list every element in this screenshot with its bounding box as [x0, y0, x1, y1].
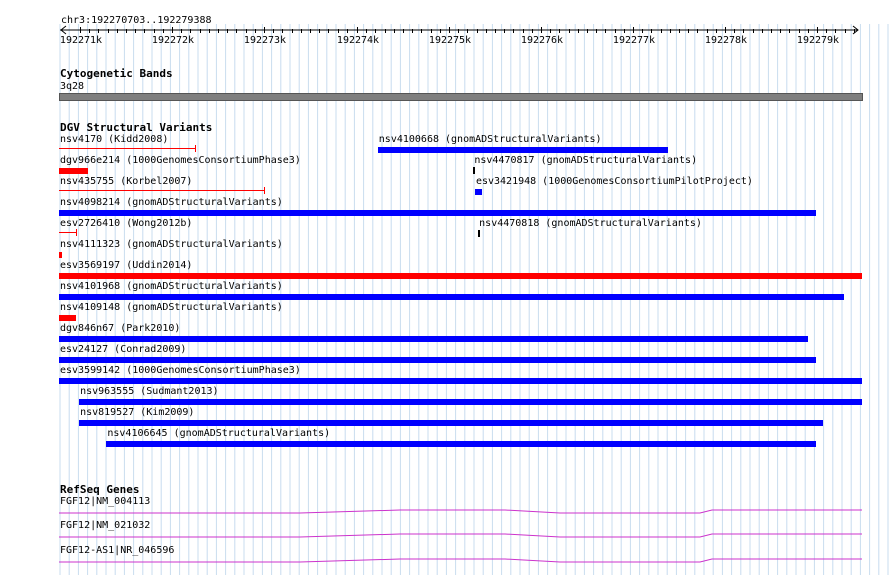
ruler-minor-tick	[523, 29, 524, 33]
gene-label: FGF12|NM_021032	[60, 520, 151, 531]
ruler-minor-tick	[385, 29, 386, 33]
ruler-minor-tick	[421, 29, 422, 33]
sv-feature-glyph[interactable]	[79, 399, 862, 405]
ruler-major-tick	[80, 27, 81, 33]
ruler-minor-tick	[154, 29, 155, 33]
sv-feature-glyph[interactable]	[59, 252, 62, 258]
ruler-minor-tick	[227, 29, 228, 33]
ruler-minor-tick	[835, 29, 836, 33]
ruler-minor-tick	[328, 29, 329, 33]
ruler-minor-tick	[753, 29, 754, 33]
sv-feature-glyph[interactable]	[59, 210, 816, 216]
sv-feature-glyph[interactable]	[59, 145, 196, 151]
ruler-tick-label: 192276k	[520, 35, 564, 46]
ruler-minor-tick	[190, 29, 191, 33]
ruler-minor-tick	[532, 29, 533, 33]
ruler-tick-label: 192271k	[59, 35, 103, 46]
ruler-minor-tick	[218, 29, 219, 33]
ruler-minor-tick	[255, 29, 256, 33]
ruler-minor-tick	[301, 29, 302, 33]
ruler-minor-tick	[319, 29, 320, 33]
ruler-minor-tick	[743, 29, 744, 33]
sv-feature-label: nsv4106645 (gnomADStructuralVariants)	[107, 428, 331, 439]
ruler-minor-tick	[716, 29, 717, 33]
ruler-minor-tick	[477, 29, 478, 33]
gene-intron-line[interactable]	[0, 532, 890, 540]
sv-feature-glyph[interactable]	[59, 273, 862, 279]
ruler-minor-tick	[200, 29, 201, 33]
ruler-minor-tick	[403, 29, 404, 33]
ruler-minor-tick	[117, 29, 118, 33]
ruler-minor-tick	[624, 29, 625, 33]
sv-feature-label: nsv4470818 (gnomADStructuralVariants)	[479, 218, 702, 229]
ruler-minor-tick	[854, 29, 855, 33]
cytoband-track-title: Cytogenetic Bands	[60, 67, 173, 80]
ruler-tick-label: 192273k	[243, 35, 287, 46]
sv-feature-label: esv2726410 (Wong2012b)	[60, 218, 193, 229]
sv-feature-label: nsv4100668 (gnomADStructuralVariants)	[378, 134, 602, 145]
sv-feature-label: esv3569197 (Uddin2014)	[60, 260, 193, 271]
refseq-track-title: RefSeq Genes	[60, 483, 140, 496]
sv-feature-glyph[interactable]	[59, 336, 808, 342]
ruler-minor-tick	[771, 29, 772, 33]
ruler-minor-tick	[431, 29, 432, 33]
sv-feature-glyph[interactable]	[59, 357, 816, 363]
sv-feature-label: nsv4170 (Kidd2008)	[60, 134, 169, 145]
ruler-tick-label: 192272k	[151, 35, 195, 46]
ruler-minor-tick	[550, 29, 551, 33]
ruler-minor-tick	[578, 29, 579, 33]
gene-intron-line[interactable]	[0, 508, 890, 516]
sv-feature-glyph[interactable]	[59, 229, 77, 235]
sv-feature-label: dgv966e214 (1000GenomesConsortiumPhase3)	[60, 155, 301, 166]
ruler-minor-tick	[246, 29, 247, 33]
sv-feature-label: nsv4470817 (gnomADStructuralVariants)	[474, 155, 698, 166]
ruler-minor-tick	[89, 29, 90, 33]
location-label: chr3:192270703..192279388	[61, 15, 212, 26]
ruler-minor-tick	[135, 29, 136, 33]
sv-feature-label: dgv846n67 (Park2010)	[60, 323, 181, 334]
ruler-minor-tick	[605, 29, 606, 33]
gene-intron-line[interactable]	[0, 557, 890, 565]
ruler-minor-tick	[282, 29, 283, 33]
ruler-minor-tick	[412, 29, 413, 33]
ruler-minor-tick	[144, 29, 145, 33]
sv-feature-glyph[interactable]	[59, 378, 862, 384]
ruler[interactable]	[0, 0, 890, 60]
ruler-minor-tick	[394, 29, 395, 33]
ruler-minor-tick	[375, 29, 376, 33]
sv-feature-glyph[interactable]	[79, 420, 823, 426]
ruler-minor-tick	[826, 29, 827, 33]
ruler-minor-tick	[273, 29, 274, 33]
ruler-minor-tick	[108, 29, 109, 33]
ruler-major-tick	[449, 27, 450, 33]
ruler-minor-tick	[734, 29, 735, 33]
ruler-major-tick	[817, 27, 818, 33]
sv-feature-label: nsv4098214 (gnomADStructuralVariants)	[60, 197, 283, 208]
sv-feature-label: esv3599142 (1000GenomesConsortiumPhase3)	[60, 365, 301, 376]
ruler-minor-tick	[780, 29, 781, 33]
sv-feature-label: nsv4101968 (gnomADStructuralVariants)	[60, 281, 283, 292]
ruler-minor-tick	[670, 29, 671, 33]
ruler-minor-tick	[587, 29, 588, 33]
ruler-major-tick	[264, 27, 265, 33]
ruler-minor-tick	[495, 29, 496, 33]
ruler-minor-tick	[126, 29, 127, 33]
ruler-major-tick	[541, 27, 542, 33]
sv-feature-glyph[interactable]	[59, 294, 844, 300]
ruler-tick-label: 192275k	[428, 35, 472, 46]
ruler-major-tick	[172, 27, 173, 33]
sv-feature-glyph[interactable]	[59, 168, 88, 174]
sv-feature-label: nsv435755 (Korbel2007)	[60, 176, 193, 187]
ruler-tick-label: 192274k	[336, 35, 380, 46]
sv-feature-glyph[interactable]	[478, 230, 480, 237]
sv-feature-label: nsv4109148 (gnomADStructuralVariants)	[60, 302, 283, 313]
ruler-tick-label: 192277k	[612, 35, 656, 46]
ruler-minor-tick	[596, 29, 597, 33]
ruler-minor-tick	[181, 29, 182, 33]
ruler-minor-tick	[347, 29, 348, 33]
ruler-minor-tick	[292, 29, 293, 33]
ruler-minor-tick	[697, 29, 698, 33]
ruler-minor-tick	[688, 29, 689, 33]
gene-label: FGF12|NM_004113	[60, 496, 151, 507]
ruler-minor-tick	[615, 29, 616, 33]
ruler-minor-tick	[707, 29, 708, 33]
ruler-minor-tick	[366, 29, 367, 33]
sv-feature-glyph[interactable]	[106, 441, 816, 447]
sv-feature-label: nsv4111323 (gnomADStructuralVariants)	[60, 239, 283, 250]
ruler-minor-tick	[458, 29, 459, 33]
ruler-minor-tick	[236, 29, 237, 33]
sv-feature-glyph[interactable]	[59, 187, 265, 193]
ruler-minor-tick	[789, 29, 790, 33]
ruler-minor-tick	[808, 29, 809, 33]
ruler-tick-label: 192279k	[796, 35, 840, 46]
ruler-minor-tick	[513, 29, 514, 33]
ruler-minor-tick	[467, 29, 468, 33]
cytoband-label: 3q28	[60, 81, 85, 92]
ruler-minor-tick	[679, 29, 680, 33]
ruler-minor-tick	[661, 29, 662, 33]
ruler-minor-tick	[310, 29, 311, 33]
sv-feature-label: nsv819527 (Kim2009)	[80, 407, 195, 418]
ruler-minor-tick	[845, 29, 846, 33]
sv-feature-glyph[interactable]	[59, 315, 76, 321]
ruler-minor-tick	[504, 29, 505, 33]
ruler-minor-tick	[163, 29, 164, 33]
sv-feature-glyph[interactable]	[378, 147, 668, 153]
sv-feature-label: esv3421948 (1000GenomesConsortiumPilotProject)	[475, 176, 753, 187]
ruler-minor-tick	[209, 29, 210, 33]
ruler-minor-tick	[642, 29, 643, 33]
ruler-major-tick	[357, 27, 358, 33]
ruler-minor-tick	[799, 29, 800, 33]
ruler-minor-tick	[338, 29, 339, 33]
ruler-minor-tick	[98, 29, 99, 33]
ruler-minor-tick	[559, 29, 560, 33]
ruler-minor-tick	[569, 29, 570, 33]
dgv-track-title: DGV Structural Variants	[60, 121, 213, 134]
sv-feature-glyph[interactable]	[473, 167, 475, 174]
ruler-major-tick	[725, 27, 726, 33]
ruler-minor-tick	[440, 29, 441, 33]
gene-label: FGF12-AS1|NR_046596	[60, 545, 175, 556]
sv-feature-label: esv24127 (Conrad2009)	[60, 344, 187, 355]
cytoband-bar[interactable]	[59, 93, 863, 101]
ruler-major-tick	[633, 27, 634, 33]
ruler-minor-tick	[486, 29, 487, 33]
ruler-minor-tick	[762, 29, 763, 33]
ruler-minor-tick	[651, 29, 652, 33]
sv-feature-glyph[interactable]	[475, 189, 482, 195]
ruler-tick-label: 192278k	[704, 35, 748, 46]
sv-feature-label: nsv963555 (Sudmant2013)	[80, 386, 219, 397]
